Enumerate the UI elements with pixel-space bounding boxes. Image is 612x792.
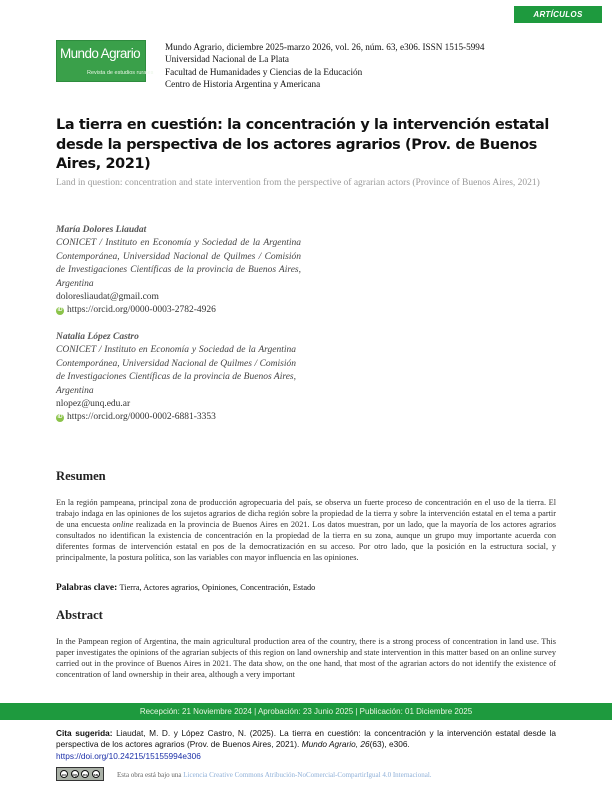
resumen-text [56,497,556,564]
journal-info [165,41,484,91]
author-block [56,224,301,318]
keywords [56,583,315,593]
resumen-text-italic: online [112,520,134,530]
keywords-label: Palabras clave: [56,583,118,593]
cc-nc-icon: nc [82,771,88,777]
citation-text: Liaudat, M. D. y López Castro, N. (2025). La tierra en cuestión: la concentración y la intervención estatal desde la perspectiva de los actores agrarios (Prov. de Buenos Aires, 2021). [56,728,556,750]
author-orcid[interactable] [56,411,301,424]
suggested-citation [56,728,556,762]
keywords-values: Tierra, Actores agrarios, Opiniones, Concentración, Estado [119,583,316,592]
article-title: La tierra en cuestión: la concentración y la intervención estatal desde la perspectiva de los actores agrarios (Prov. de Buenos Aires, 2021) [56,117,549,172]
logo-subtitle: Revista de estudios rurales [87,70,154,76]
citation-doi-link[interactable]: https://doi.org/10.24215/15155994e306 [56,750,201,761]
journal-faculty: Facultad de Humanidades y Ciencias de la Educación [165,66,363,77]
abstract-heading: Abstract [56,608,103,622]
abstract-text: In the Pampean region of Argentina, the main agricultural production area of the country, there is a strong process of concentration in land use. This paper investigates the opinions of the agrarian subjects of this region on land ownership and state intervention in this matter based on an online survey carried out in the province of Buenos Aires in 2021. The data show, on the one hand, that most of the agrarian actors do not identify the existence of concentration of land ownership in their area, although a very important [56,637,556,680]
journal-citation-line: Mundo Agrario, diciembre 2025-marzo 2026, vol. 26, núm. 63, e306. ISSN 1515-5994 [165,42,485,52]
author-name: Natalia López Castro [56,332,139,342]
resumen-text-part: En la región pampeana, principal zona de producción agropecuaria del país, se observa un fuerte proceso de concentración en el uso de la tierra. El trabajo indaga en las opiniones de los sujetos agrarios de dicha región sobre la propiedad de la tierra y sobre la intervención estatal en el tema a partir de una encuesta [56,498,556,530]
author-block [56,331,301,425]
author-email[interactable]: doloresliaudat@gmail.com [56,292,159,303]
author-name: María Dolores Liaudat [56,225,147,235]
journal-logo[interactable] [56,40,154,82]
orcid-icon: iD [57,307,63,314]
citation-label: Cita sugerida: [56,728,113,738]
citation-journal: Mundo Agrario, 26 [301,739,370,750]
license-link[interactable]: Licencia Creative Commons Atribución-NoComercial-CompartirIgual 4.0 Internacional. [183,771,432,779]
cc-by-icon: by [72,771,78,777]
author-orcid[interactable] [56,304,301,317]
cc-license-badge[interactable] [56,767,104,781]
logo-name: Mundo Agrario [60,46,141,61]
author-affiliation: CONICET / Instituto en Economía y Sociedad de la Argentina Contemporánea, Universidad Nacional de Quilmes / Comisión de Investigaciones Científicas de la provincia de Buenos Aires, Argentina [56,345,296,396]
license-note [117,771,432,779]
cc-sa-icon: sa [93,771,98,777]
article-subtitle-en: Land in question: concentration and state intervention from the perspective of agrarian actors (Province of Buenos Aires, 2021) [56,178,540,188]
author-email[interactable]: nlopez@unq.edu.ar [56,399,131,410]
orcid-link[interactable]: https://orcid.org/0000-0002-6881-3353 [67,412,216,423]
citation-issue: (63), e306. [369,739,410,750]
resumen-heading: Resumen [56,469,106,483]
author-affiliation: CONICET / Instituto en Economía y Sociedad de la Argentina Contemporánea, Universidad Nacional de Quilmes / Comisión de Investigaciones Científicas de la provincia de Buenos Aires, Argentina [56,238,301,289]
orcid-icon: iD [57,414,63,421]
section-tag: ARTÍCULOS [514,6,602,23]
journal-center: Centro de Historia Argentina y Americana [165,79,321,90]
orcid-link[interactable]: https://orcid.org/0000-0003-2782-4926 [67,305,216,316]
license-prefix: Esta obra está bajo una [117,771,184,779]
resumen-text-part: realizada en la provincia de Buenos Aires en 2021. Los datos muestran, por un lado, que la mayoría de los actores agrarios consultados no identifican la existencia de concentración en la propiedad de la tierra en su zona, aunque un grupo muy importante acuerda con diferentes formas de intervención estatal en pos de la democratización en su acceso. Por otro lado, que la posición en la estructura social, y principalmente, la postura política, son las variables con mayor influencia en las opiniones. [56,520,556,563]
journal-university: Universidad Nacional de La Plata [165,54,289,65]
dates-bar: Recepción: 21 Noviembre 2024 | Aprobación: 23 Junio 2025 | Publicación: 01 Diciembre 2025 [0,703,612,720]
cc-icon: cc [62,771,67,777]
